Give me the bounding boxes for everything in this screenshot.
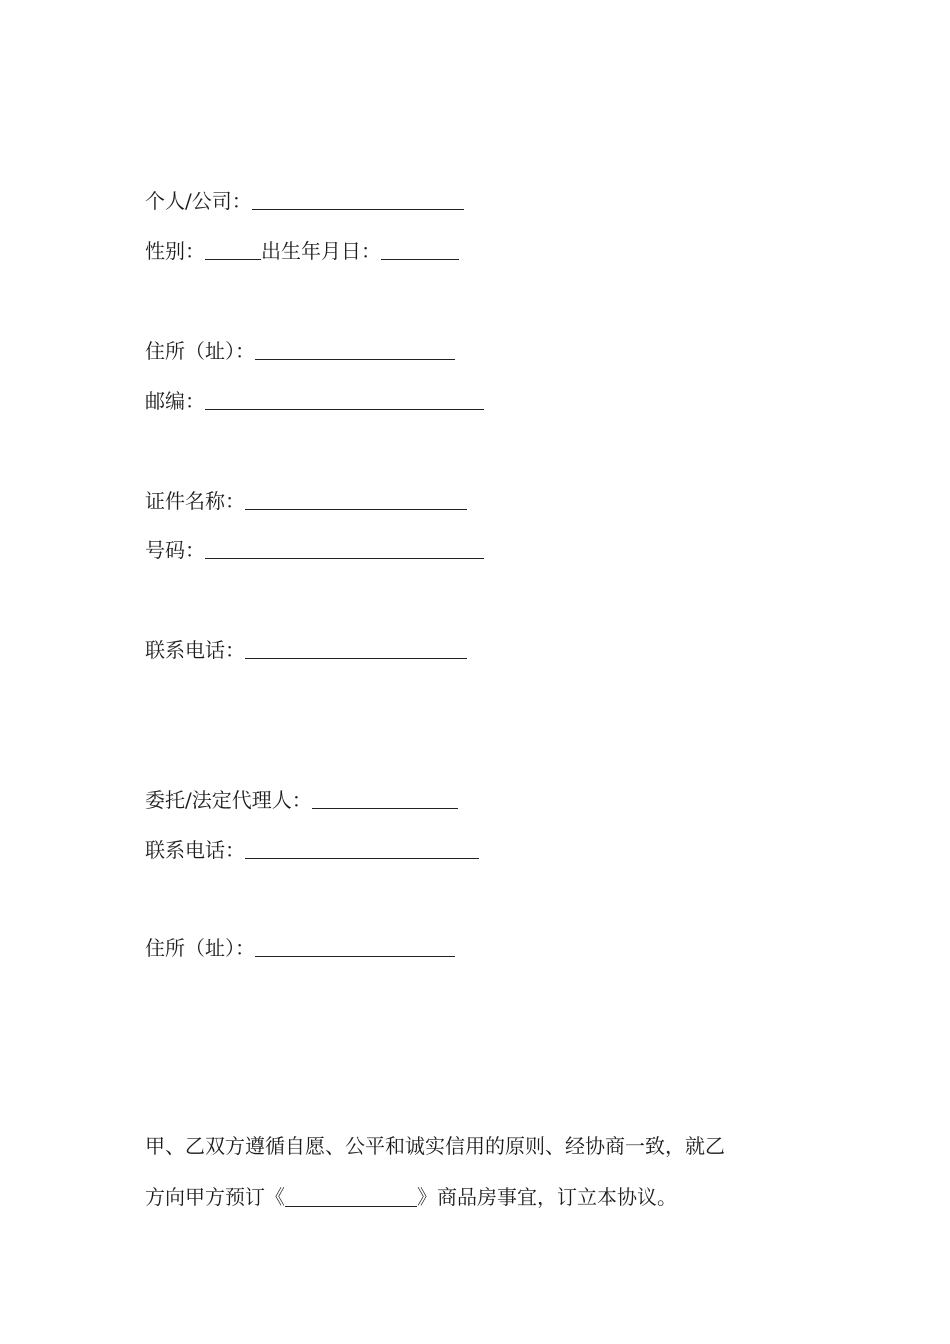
agreement-line-2-suffix: 》商品房事宜，订立本协议。: [417, 1185, 677, 1209]
phone-label: 联系电话：: [145, 638, 245, 662]
gender-label: 性别：: [145, 239, 205, 263]
agreement-line-2-prefix: 方向甲方预订《: [145, 1185, 285, 1209]
gender-birth-row: [145, 234, 459, 264]
project-name-blank[interactable]: [285, 1186, 417, 1207]
agent-phone-blank[interactable]: [245, 838, 479, 859]
postcode-blank[interactable]: [205, 389, 484, 410]
address-row: [145, 334, 455, 364]
agreement-line-1: 甲、乙双方遵循自愿、公平和诚实信用的原则、经协商一致，就乙: [145, 1134, 725, 1158]
agent-label: 委托/法定代理人：: [145, 788, 312, 812]
id-number-row: [145, 533, 484, 563]
id-number-blank[interactable]: [205, 538, 484, 559]
agent-address-blank[interactable]: [255, 936, 455, 957]
phone-blank[interactable]: [245, 638, 467, 659]
postcode-label: 邮编：: [145, 389, 205, 413]
agent-phone-row: [145, 833, 479, 863]
phone-row: [145, 633, 467, 663]
agent-blank[interactable]: [312, 788, 458, 809]
name-row: [145, 184, 464, 214]
agent-phone-label: 联系电话：: [145, 838, 245, 862]
id-type-blank[interactable]: [245, 489, 467, 510]
name-label: 个人/公司：: [145, 189, 252, 213]
agreement-line-2: [145, 1184, 677, 1210]
id-number-label: 号码：: [145, 538, 205, 562]
agent-address-label: 住所（址）：: [145, 936, 255, 960]
birth-blank[interactable]: [381, 239, 459, 260]
id-type-row: [145, 484, 467, 514]
gender-blank[interactable]: [205, 239, 261, 260]
name-blank[interactable]: [252, 189, 464, 210]
agent-row: [145, 783, 458, 813]
address-blank[interactable]: [255, 339, 455, 360]
postcode-row: [145, 384, 484, 414]
id-type-label: 证件名称：: [145, 489, 245, 513]
birth-label: 出生年月日：: [261, 239, 381, 263]
agent-address-row: [145, 931, 455, 961]
address-label: 住所（址）：: [145, 339, 255, 363]
